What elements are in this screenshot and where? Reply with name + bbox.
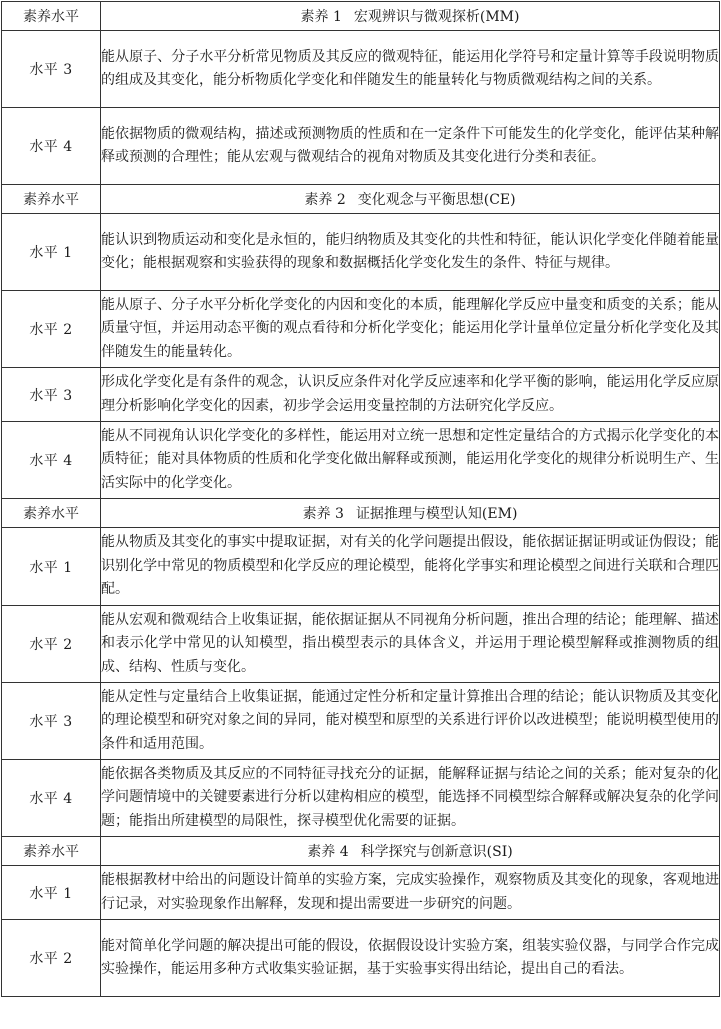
table-row [2, 760, 720, 837]
table-row [2, 606, 720, 683]
table-row [2, 291, 720, 368]
table-row [2, 422, 720, 499]
level-description: 形成化学变化是有条件的观念，认识反应条件对化学反应速率和化学平衡的影响，能运用化学反应原理分析影响化学变化的因素，初步学会运用变量控制的方法研究化学反应。 [101, 368, 720, 422]
section-number: 素养 4 [307, 844, 349, 860]
table-row [2, 528, 720, 606]
table-row [2, 683, 720, 760]
section-header-4 [2, 837, 720, 866]
section-title-4 [101, 837, 720, 866]
level-label: 水平 3 [2, 368, 101, 422]
literacy-level-table [1, 1, 720, 997]
header-label: 素养水平 [2, 499, 101, 528]
level-label: 水平 4 [2, 108, 101, 185]
table-row [2, 368, 720, 422]
header-label: 素养水平 [2, 185, 101, 214]
level-label: 水平 3 [2, 683, 101, 760]
level-description: 能从不同视角认识化学变化的多样性，能运用对立统一思想和定性定量结合的方式揭示化学变化的本质特征；能对具体物质的性质和化学变化做出解释或预测，能运用化学变化的规律分析说明生产、生活实际中的化学变化。 [101, 422, 720, 499]
header-label: 素养水平 [2, 837, 101, 866]
level-description: 能从宏观和微观结合上收集证据，能依据证据从不同视角分析问题，推出合理的结论；能理解、描述和表示化学中常见的认知模型，指出模型表示的具体含义，并运用于理论模型解释或推测物质的组成、结构、性质与变化。 [101, 606, 720, 683]
level-description: 能认识到物质运动和变化是永恒的，能归纳物质及其变化的共性和特征，能认识化学变化伴随着能量变化；能根据观察和实验获得的现象和数据概括化学变化发生的条件、特征与规律。 [101, 214, 720, 291]
section-number: 素养 1 [300, 9, 342, 25]
level-description: 能从原子、分子水平分析化学变化的内因和变化的本质，能理解化学反应中量变和质变的关系；能从质量守恒，并运用动态平衡的观点看待和分析化学变化；能运用化学计量单位定量分析化学变化及其伴随发生的能量转化。 [101, 291, 720, 368]
section-name: 科学探究与创新意识(SI) [360, 844, 513, 860]
table-row [2, 214, 720, 291]
level-label: 水平 2 [2, 606, 101, 683]
level-label: 水平 1 [2, 214, 101, 291]
section-name: 证据推理与模型认知(EM) [355, 506, 518, 522]
level-description: 能从定性与定量结合上收集证据，能通过定性分析和定量计算推出合理的结论；能认识物质及其变化的理论模型和研究对象之间的异同，能对模型和原型的关系进行评价以改进模型；能说明模型使用的条件和适用范围。 [101, 683, 720, 760]
level-label: 水平 1 [2, 866, 101, 920]
level-label: 水平 4 [2, 422, 101, 499]
table-row [2, 31, 720, 108]
level-description: 能对简单化学问题的解决提出可能的假设，依据假设设计实验方案，组装实验仪器，与同学合作完成实验操作，能运用多种方式收集实验证据，基于实验事实得出结论，提出自己的看法。 [101, 920, 720, 997]
section-title-2 [101, 185, 720, 214]
level-label: 水平 4 [2, 760, 101, 837]
section-header-1 [2, 2, 720, 31]
table-row [2, 920, 720, 997]
section-header-2 [2, 185, 720, 214]
section-number: 素养 2 [304, 192, 346, 208]
section-name: 宏观辨识与微观探析(MM) [353, 9, 520, 25]
section-name: 变化观念与平衡思想(CE) [357, 192, 516, 208]
section-number: 素养 3 [302, 506, 344, 522]
table-row [2, 866, 720, 920]
level-description: 能根据教材中给出的问题设计简单的实验方案，完成实验操作，观察物质及其变化的现象，客观地进行记录，对实验现象作出解释，发现和提出需要进一步研究的问题。 [101, 866, 720, 920]
section-title-1 [101, 2, 720, 31]
level-description: 能从原子、分子水平分析常见物质及其反应的微观特征，能运用化学符号和定量计算等手段说明物质的组成及其变化，能分析物质化学变化和伴随发生的能量转化与物质微观结构之间的关系。 [101, 31, 720, 108]
header-label: 素养水平 [2, 2, 101, 31]
table-row [2, 108, 720, 185]
section-title-3 [101, 499, 720, 528]
level-label: 水平 2 [2, 291, 101, 368]
level-description: 能依据各类物质及其反应的不同特征寻找充分的证据，能解释证据与结论之间的关系；能对复杂的化学问题情境中的关键要素进行分析以建构相应的模型，能选择不同模型综合解释或解决复杂的化学问题；能指出所建模型的局限性，探寻模型优化需要的证据。 [101, 760, 720, 837]
level-label: 水平 3 [2, 31, 101, 108]
level-description: 能从物质及其变化的事实中提取证据，对有关的化学问题提出假设，能依据证据证明或证伪假设；能识别化学中常见的物质模型和化学反应的理论模型，能将化学事实和理论模型之间进行关联和合理匹配。 [101, 528, 720, 606]
level-label: 水平 1 [2, 528, 101, 606]
level-label: 水平 2 [2, 920, 101, 997]
section-header-3 [2, 499, 720, 528]
level-description: 能依据物质的微观结构，描述或预测物质的性质和在一定条件下可能发生的化学变化，能评估某种解释或预测的合理性；能从宏观与微观结合的视角对物质及其变化进行分类和表征。 [101, 108, 720, 185]
